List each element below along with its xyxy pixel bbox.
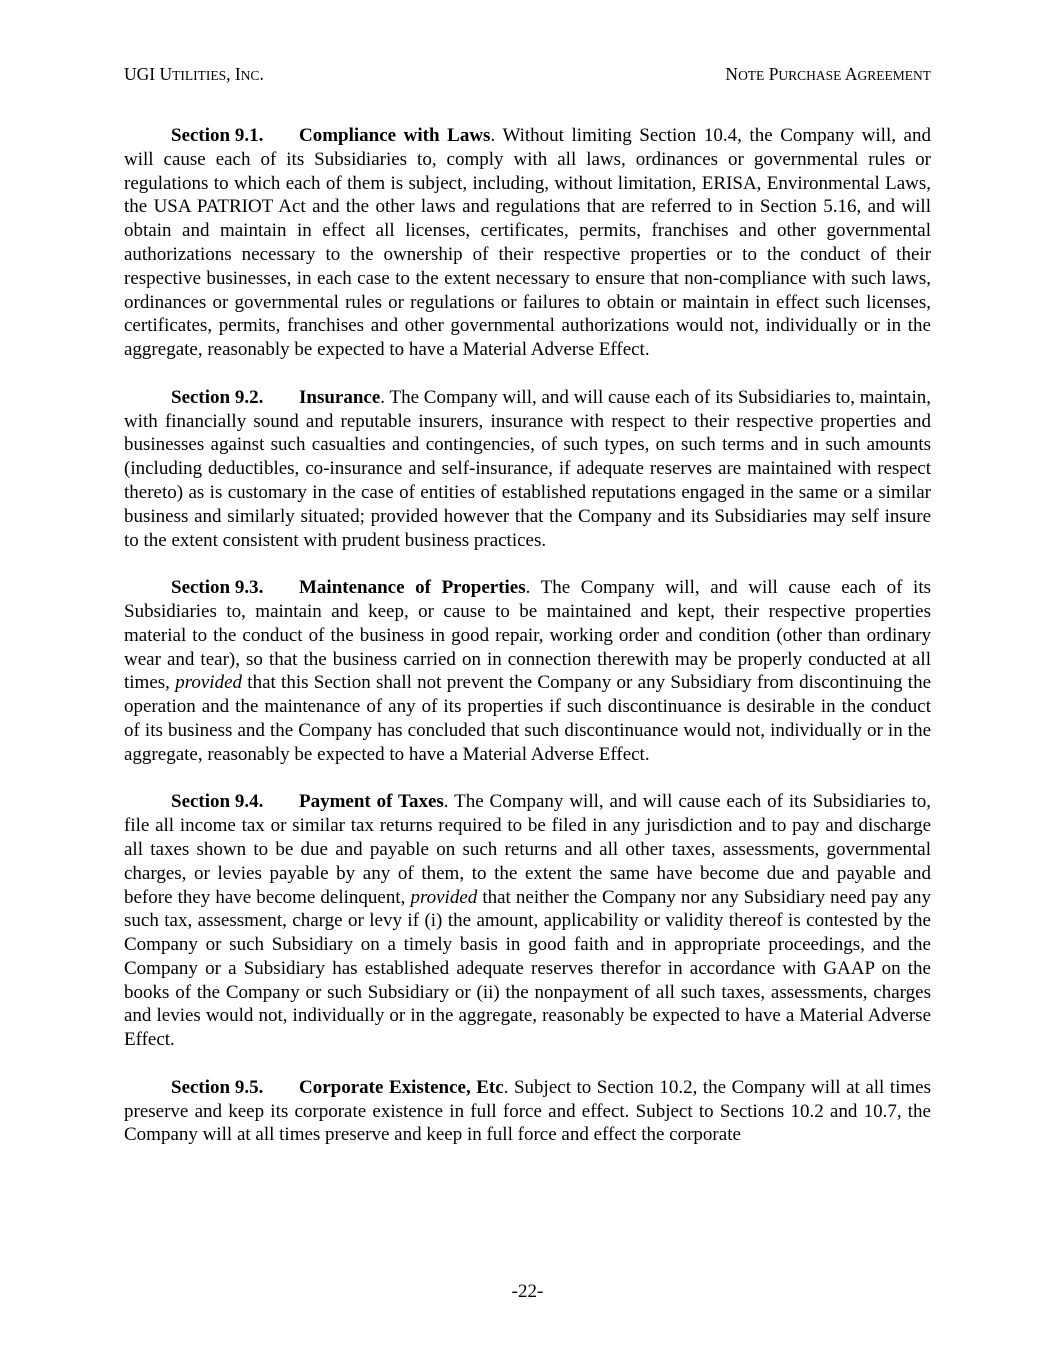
section-number: Section 9.5.	[171, 1076, 264, 1098]
section-text: that neither the Company nor any Subsidiary need pay any such tax, assessment, charge or levy if (i) the amount, applicability or validity thereof is contested by the Company or such Subsidiary on a timely basis in good faith and in appropriate proceedings, and the Company or a Subsidiary has established adequate reserves therefor in accordance with GAAP on the books of the Company or such Subsidiary or (ii) the nonpayment of all such taxes, assessments, charges and levies would not, individually or in the aggregate, reasonably be expected to have a Material Adverse Effect.	[124, 886, 931, 1051]
section-number: Section 9.4.	[171, 791, 264, 813]
section-text: . Without limiting Section 10.4, the Company will, and will cause each of its Subsidiaries to, comply with all laws, ordinances or governmental rules or regulations to which each of them is subject, including, without limitation, ERISA, Environmental Laws, the USA PATRIOT Act and the other laws and regulations that are referred to in Section 5.16, and will obtain and maintain in effect all licenses, certificates, permits, franchises and other governmental authorizations necessary to the ownership of their respective properties or to the conduct of their respective businesses, in each case to the extent necessary to ensure that non-compliance with such laws, ordinances or governmental rules or regulations or failures to obtain or maintain in effect such licenses, certificates, permits, franchises and other governmental authorizations would not, individually or in the aggregate, reasonably be expected to have a Material Adverse Effect.	[124, 125, 931, 361]
section-9-4	[124, 790, 931, 1052]
section-title: Maintenance of Properties	[299, 577, 526, 599]
section-text: . The Company will, and will cause each of its Subsidiaries to, maintain, with financially sound and reputable insurers, insurance with respect to their respective properties and businesses against such casualties and contingencies, of such types, on such terms and in such amounts (including deductibles, co-insurance and self-insurance, if adequate reserves are maintained with respect thereto) as is customary in the case of entities of established reputations engaged in the same or a similar business and similarly situated; provided however that the Company and its Subsidiaries may self insure to the extent consistent with prudent business practices.	[124, 386, 931, 551]
document-body	[124, 124, 931, 1171]
section-title: Compliance with Laws	[299, 125, 491, 146]
section-text: . The Company will, and will cause each of its Subsidiaries to, maintain and keep, or cause to be maintained and kept, their respective properties material to the conduct of the business in good repair, working order and condition (other than ordinary wear and tear), so that the business carried on in connection therewith may be properly conducted at all times,	[124, 577, 931, 694]
page-number: -22-	[511, 1281, 544, 1302]
section-9-5	[124, 1076, 931, 1147]
section-italic-term: provided	[410, 886, 478, 908]
section-text: . The Company will, and will cause each of its Subsidiaries to, file all income tax or similar tax returns required to be filed in any jurisdiction and to pay and discharge all taxes shown to be due and payable on such returns and all other taxes, assessments, governmental charges, or levies payable by any of them, to the extent the same have become due and payable and before they have become delinquent,	[124, 791, 931, 908]
section-italic-term: provided	[175, 672, 243, 694]
page-header	[124, 62, 931, 88]
header-company-name: UGI UTILITIES, INC.	[124, 64, 264, 84]
section-9-1	[124, 124, 931, 362]
section-text: . Subject to Section 10.2, the Company will at all times preserve and keep its corporate existence in full force and effect. Subject to Sections 10.2 and 10.7, the Company will at all times preserve and keep in full force and effect the corporate	[124, 1076, 932, 1146]
section-9-3	[124, 576, 931, 766]
header-document-title: NOTE PURCHASE AGREEMENT	[725, 64, 931, 84]
section-title: Insurance	[299, 386, 381, 408]
section-9-2	[124, 386, 931, 553]
section-number: Section 9.3.	[171, 577, 264, 599]
section-title: Payment of Taxes	[299, 791, 444, 813]
section-title: Corporate Existence, Etc	[299, 1076, 504, 1098]
section-text: that this Section shall not prevent the Company or any Subsidiary from discontinuing the operation and the maintenance of any of its properties if such discontinuance is desirable in the conduct of its business and the Company has concluded that such discontinuance would not, individually or in the aggregate, reasonably be expected to have a Material Adverse Effect.	[124, 672, 931, 765]
section-number: Section 9.2.	[171, 386, 264, 408]
section-number: Section 9.1.	[171, 125, 264, 146]
